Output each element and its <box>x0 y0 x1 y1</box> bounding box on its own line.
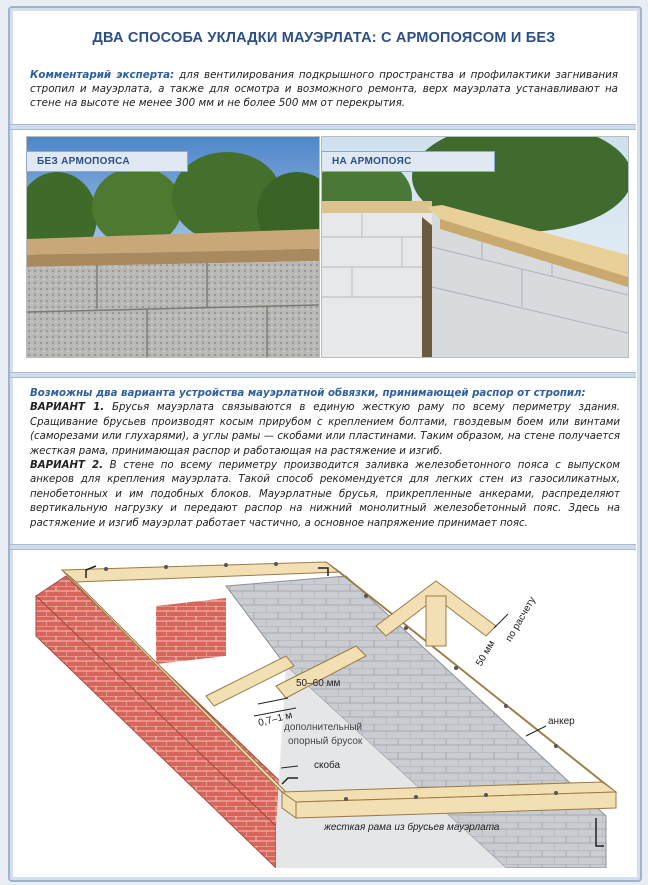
variants-intro: Возможны два варианта устройства мауэрлатной обвязки, принимающей распор от стропил: <box>30 388 586 399</box>
page-title: ДВА СПОСОБА УКЛАДКИ МАУЭРЛАТА: С АРМОПОЯСОМ И БЕЗ <box>92 30 556 46</box>
mauerlat-diagram <box>26 556 626 868</box>
anchor-label: анкер <box>548 716 575 727</box>
divider-bottom <box>10 544 636 550</box>
divider-top <box>10 124 636 130</box>
dim-length-label: 0,7–1 м <box>257 709 294 730</box>
comment-lead: Комментарий эксперта: <box>30 69 175 81</box>
variant-2-text: В стене по всему периметру производится заливка железобетонного пояса с выпуском анкеров для крепления мауэрлата. Такой способ рекомендуется для легких стен из газосиликатных, пенобетонных и им подобных блоков. Мауэрлатные брусья, прикрепленные анкерами, распределяют вертикальную нагрузку и передают распор на нижний монолитный железобетонный пояс. Здесь на растяжение и изгиб мауэрлат работает частично, а основное напряжение принимает пояс. <box>30 460 620 529</box>
variant-2-name: ВАРИАНТ 2. <box>30 460 103 472</box>
staple-label: скоба <box>314 760 341 771</box>
variant-1 <box>30 401 620 459</box>
expert-comment <box>30 68 618 110</box>
frame-label: жесткая рама из брусьев мауэрлата <box>324 822 500 833</box>
dim-50-label: 50 мм <box>474 638 498 669</box>
divider-mid <box>10 372 636 378</box>
variant-2 <box>30 459 620 531</box>
label-without-belt: БЕЗ АРМОПОЯСА <box>26 151 188 172</box>
support-label-1: дополнительный <box>284 722 363 733</box>
variants-text <box>30 387 620 531</box>
support-label-2: опорный брусок <box>288 736 363 747</box>
dim-gap-label: 50–60 мм <box>296 678 341 689</box>
label-on-belt: НА АРМОПОЯС <box>321 151 495 172</box>
comment-text: для вентилирования подкрышного пространства и профилактики загнивания стропил и мауэрлата, а также для осмотра и возможного ремонта, верх мауэрлата устанавливают на стене на высоте не менее 300 мм и не более 500 мм от перекрытия. <box>30 69 618 109</box>
by-calc-label: по расчету <box>503 595 539 644</box>
variant-1-text: Брусья мауэрлата связываются в единую жесткую раму по всему периметру здания. Сращивание брусьев производят косым прирубом с креплением болтами, гвоздевым боем или винтами (саморезами или глухарями), а углы рамы — скобами или пластинами. Таким образом, на стене получается жесткая рама, принимающая распор и работающая на растяжение и изгиб. <box>30 402 620 457</box>
variant-1-name: ВАРИАНТ 1. <box>30 402 105 414</box>
